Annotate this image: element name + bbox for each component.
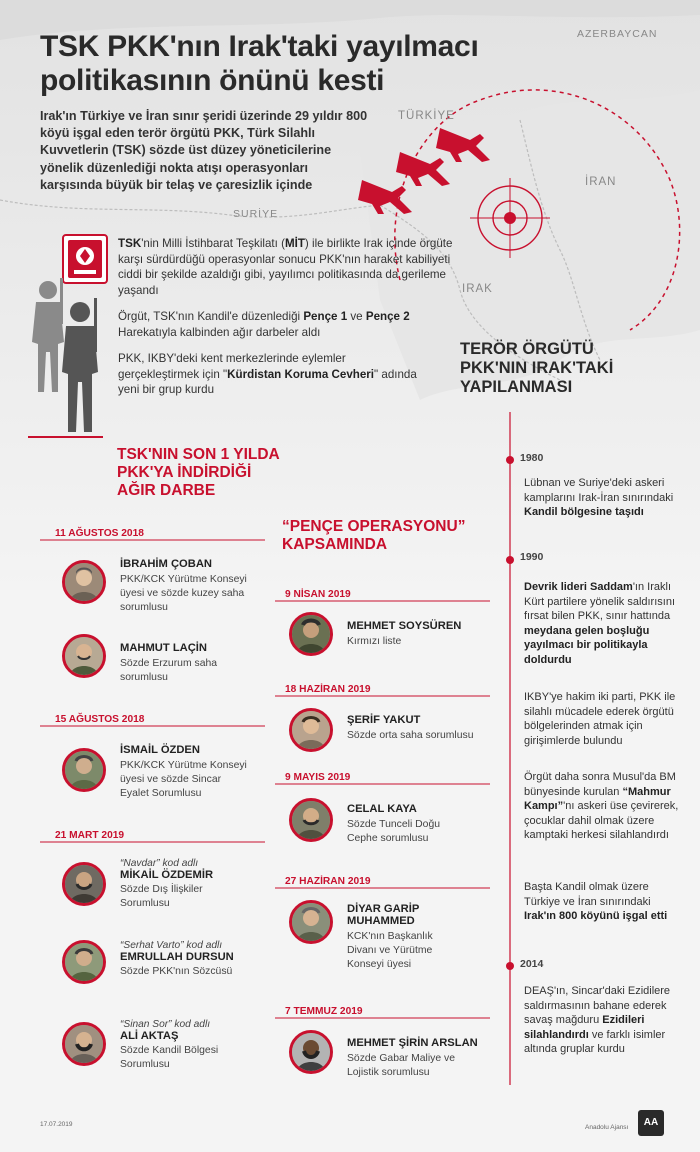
paragraph-3: PKK, IKBY'deki kent merkezlerinde eylemler gerçekleştirmek için "Kürdistan Koruma Cevheri" adında yeni bir grup kurdu — [118, 352, 417, 397]
person-entry: İSMAİL ÖZDEN PKK/KCK Yürütme Konseyi üyesi ve sözde Sincar Eyalet Sorumlusu — [120, 744, 247, 799]
map-label-turkiye: TÜRKİYE — [398, 110, 455, 122]
paragraph-1: TSK'nin Milli İstihbarat Teşkilatı (MİT) ile birlikte Irak içinde örgüte karşı sürdürdüğü operasyonlar sonucu PKK'nın haraket kabiliyeti ciddi bir şekilde azaldığı gibi, yayılımcı politikasında da gerileme yaşandı — [118, 237, 453, 297]
person-photo — [62, 634, 106, 678]
date-label: 9 MAYIS 2019 — [285, 772, 356, 783]
person-photo — [62, 940, 106, 984]
timeline-entry: Örgüt daha sonra Musul'da BM bünyesinde kurulan “Mahmur Kampı”'nı askeri üse çevirerek, çocuklar dahil olmak üzere kamptaki herkesi silahlandırdı — [524, 771, 679, 842]
title-line-1: TSK PKK'nın Irak'taki yayılmacı — [40, 30, 479, 63]
person-photo — [289, 708, 333, 752]
person-photo — [62, 560, 106, 604]
soldiers-silhouette-icon — [8, 272, 123, 442]
date-label: 9 NİSAN 2019 — [285, 589, 357, 600]
left-heading: TSK'NIN SON 1 YILDA PKK'YA İNDİRDİĞİ AĞIR DARBE — [117, 446, 280, 499]
aa-logo: AA — [638, 1110, 664, 1136]
timeline-entry: Lübnan ve Suriye'deki askeri kamplarını Irak-İran sınırındaki Kandil bölgesine taşıdı — [524, 477, 674, 519]
person-entry: MEHMET ŞİRİN ARSLAN Sözde Gabar Maliye ve Lojistik sorumlusu — [347, 1037, 478, 1078]
timeline-year: 1980 — [520, 452, 544, 464]
person-photo — [289, 798, 333, 842]
date-label: 18 HAZİRAN 2019 — [285, 684, 377, 695]
person-entry: “Sinan Sor” kod adlı ALİ AKTAŞ Sözde Kandil Bölgesi Sorumlusu — [120, 1019, 219, 1070]
page-title — [40, 30, 600, 98]
timeline-entry: Başta Kandil olmak üzere Türkiye ve İran sınırındaki Irak'ın 800 köyünü işgal etti — [524, 881, 668, 923]
person-entry: MAHMUT LAÇİN Sözde Erzurum saha sorumlusu — [120, 642, 218, 683]
lead-text: Irak'ın Türkiye ve İran sınır şeridi üzerinde 29 yıldır 800 köyü işgal eden terör örgütü PKK, Türk Silahlı Kuvvetlerin (TSK) sözde üst düzey yöneticilerine yönelik düzenlediği nokta atışı operasyonları karşısında büyük bir telaş ve çaresizlik içinde — [40, 109, 368, 192]
timeline-year: 2014 — [520, 958, 544, 970]
person-entry: MEHMET SOYSÜREN Kırmızı liste — [347, 620, 462, 647]
map-label-irak: IRAK — [462, 283, 493, 295]
person-photo — [62, 748, 106, 792]
person-entry: ŞERİF YAKUT Sözde orta saha sorumlusu — [347, 714, 474, 741]
map-label-suriye: SURİYE — [233, 208, 279, 220]
footer-source: Anadolu Ajansı — [585, 1124, 629, 1131]
timeline-year: 1990 — [520, 551, 544, 563]
person-photo — [289, 1030, 333, 1074]
footer-date: 17.07.2019 — [40, 1121, 73, 1128]
person-photo — [289, 900, 333, 944]
person-entry: CELAL KAYA Sözde Tunceli Doğu Cephe sorumlusu — [347, 803, 440, 844]
person-entry: İBRAHİM ÇOBAN PKK/KCK Yürütme Konseyi üyesi ve sözde kuzey saha sorumlusu — [120, 558, 247, 613]
title-line-2: politikasının önünü kesti — [40, 64, 385, 97]
mid-heading: “PENÇE OPERASYONU” KAPSAMINDA — [282, 518, 466, 553]
date-label: 7 TEMMUZ 2019 — [285, 1006, 369, 1017]
person-entry: “Navdar” kod adlı MİKAİL ÖZDEMİR Sözde Dış İlişkiler Sorumlusu — [120, 858, 214, 909]
person-photo — [62, 862, 106, 906]
person-entry: “Serhat Varto” kod adlı EMRULLAH DURSUN Sözde PKK'nın Sözcüsü — [120, 940, 234, 977]
person-photo — [289, 612, 333, 656]
map-label-iran: İRAN — [585, 176, 617, 188]
date-label: 27 HAZİRAN 2019 — [285, 876, 377, 887]
paragraph-2: Örgüt, TSK'nın Kandil'e düzenlediği Pençe 1 ve Pençe 2 Harekatıyla kalbinden ağır darbeler aldı — [118, 310, 410, 339]
date-label: 21 MART 2019 — [55, 830, 130, 841]
map-label-azerbaycan: AZERBAYCAN — [577, 28, 658, 40]
timeline-entry: IKBY'ye hakim iki parti, PKK ile silahlı mücadele ederek örgütü bölgelerinden atmak için girişimlerde bulundu — [524, 691, 676, 747]
date-label: 15 AĞUSTOS 2018 — [55, 714, 150, 725]
right-heading: TERÖR ÖRGÜTÜ PKK'NIN IRAK'TAKİ YAPILANMASI — [460, 340, 614, 396]
person-entry: DİYAR GARİP MUHAMMED KCK'nın Başkanlık Divanı ve Yürütme Konseyi üyesi — [347, 903, 433, 970]
timeline-entry: DEAŞ'ın, Sincar'daki Ezidilere saldırmasının bahane ederek savaş mağduru Ezidileri silahlandırdı ve farklı isimler altında gruplar kurdu — [524, 985, 671, 1056]
timeline-entry: Devrik lideri Saddam'ın Iraklı Kürt partilere yönelik saldırısını fırsat bilen PKK, sınır hattında meydana gelen boşluğu yayılmacı bir politikayla doldurdu — [524, 581, 676, 666]
person-photo — [62, 1022, 106, 1066]
date-label: 11 AĞUSTOS 2018 — [55, 528, 150, 539]
